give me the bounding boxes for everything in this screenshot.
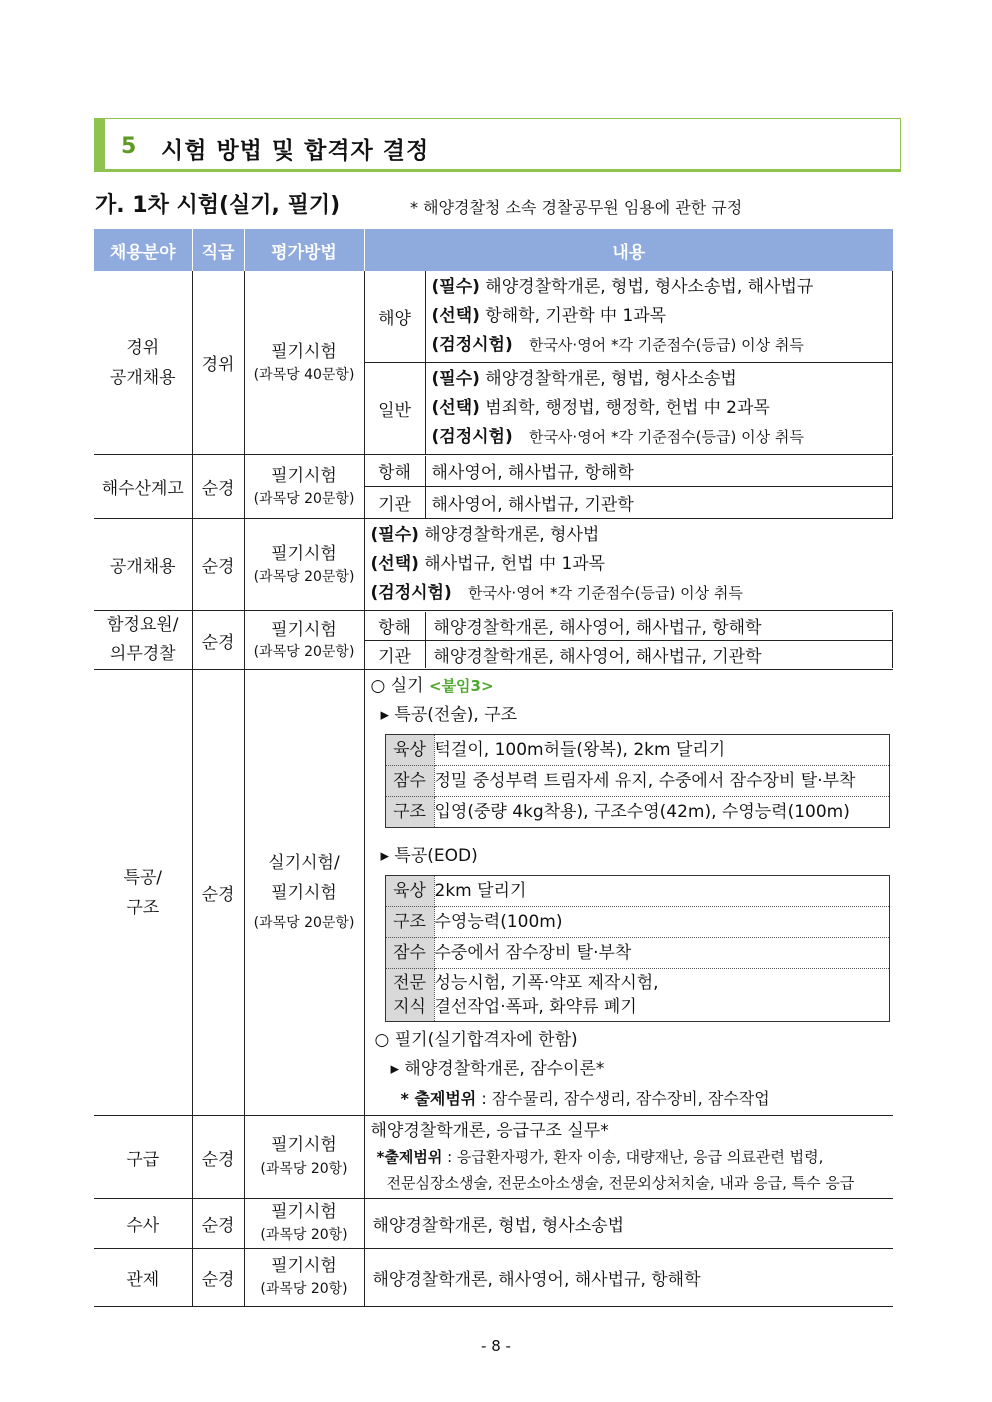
regulation-note: * 해양경찰청 소속 경찰공무원 임용에 관한 규정 [410,198,743,217]
sub-content: 해사영어, 해사법규, 기관학 [425,487,893,518]
sub-row [365,612,893,640]
rank-cell: 순경 [192,519,244,611]
content-text: 항해학, 기관학 中 1과목 [485,306,667,326]
box-key: 잠수 [385,938,434,969]
content-cell [364,519,893,611]
method-text: 필기시험 [271,882,337,903]
sub-label: 항해 [365,456,426,487]
field-cell: 해수산계고 [94,455,192,519]
sub-label: 해양 [365,271,426,363]
method-sub: (과목당 20문항) [253,914,355,931]
table-row [94,611,893,670]
sub-content [425,271,893,363]
content-cell [364,670,893,1116]
method-cell [244,1199,364,1249]
rank-cell: 순경 [192,455,244,519]
method-cell [244,271,364,455]
box-row [385,969,889,1022]
content-text: 해양경찰학개론, 응급구조 실무* [370,1121,609,1141]
header-content: 내용 [364,229,893,271]
content-cell [364,611,893,670]
required-label: (필수) [370,525,419,545]
table-header-row [94,229,893,271]
field-cell: 수사 [94,1199,192,1249]
sub-label: 항해 [365,612,426,640]
table-row [94,1116,893,1199]
content-cell: 해양경찰학개론, 해사영어, 해사법규, 항해학 [364,1249,893,1307]
sub-content: 해양경찰학개론, 해사영어, 해사법규, 항해학 [425,612,893,640]
page-number: - 8 - [481,1337,511,1355]
box-value: 수영능력(100m) [434,907,889,938]
method-text: 필기시험 [271,619,337,640]
section-accent-bar [95,119,105,169]
field-text: 함정요원/ [107,615,179,635]
field-text: 특공/ [123,867,163,888]
qualification-label: (검정시험) [431,427,513,447]
field-cell: 공개채용 [94,519,192,611]
rank-cell: 순경 [192,611,244,670]
box-value: 턱걸이, 100m허들(왕복), 2km 달리기 [434,735,889,766]
method-cell [244,611,364,670]
qualification-label: (검정시험) [431,335,513,355]
method-text: 필기시험 [271,1135,337,1155]
sub-row [365,456,893,487]
method-sub: (과목당 20문항) [253,644,355,661]
practical-box-2 [385,875,890,1022]
box-value: 2km 달리기 [434,876,889,907]
group-heading: ▸ 특공(전술), 구조 [380,705,518,725]
box-key: 전문 지식 [385,969,434,1022]
qualification-label: (검정시험) [370,583,452,603]
section-number: 5 [121,134,137,159]
table-row [94,1249,893,1307]
rank-cell: 순경 [192,1249,244,1307]
content-cell [364,271,893,455]
practical-box-1 [385,734,890,828]
sub-content: 해사영어, 해사법규, 항해학 [425,456,893,487]
sub-row [365,487,893,518]
scope-text: : 잠수물리, 잠수생리, 잠수장비, 잠수작업 [481,1089,770,1108]
scope-text: : 응급환자평가, 환자 이송, 대량재난, 응급 의료관련 법령, [447,1148,824,1166]
written-subjects: ▸ 해양경찰학개론, 잠수이론* [390,1059,605,1079]
rank-cell: 경위 [192,271,244,455]
sub-row [365,271,893,363]
section-header [94,118,901,172]
header-field: 채용분야 [94,229,192,271]
content-text: 한국사·영어 *각 기준점수(등급) 이상 취득 [528,336,804,354]
method-cell [244,455,364,519]
method-text: 필기시험 [271,342,337,363]
field-text: 구조 [126,897,160,918]
sub-label: 일반 [365,363,426,455]
box-key: 잠수 [385,766,434,797]
sub-content: 해양경찰학개론, 해사영어, 해사법규, 기관학 [425,640,893,668]
method-cell [244,1116,364,1199]
written-label: ○ 필기(실기합격자에 한함) [374,1030,578,1050]
practical-label: ○ 실기 [370,676,424,696]
box-value: 입영(중량 4kg착용), 구조수영(42m), 수영능력(100m) [434,797,889,828]
content-cell [364,1116,893,1199]
box-key: 육상 [385,735,434,766]
box-value: 수중에서 잠수장비 탈·부착 [434,938,889,969]
box-row [385,938,889,969]
box-value: 성능시험, 기폭·약포 제작시험, 결선작업·폭파, 화약류 폐기 [434,969,889,1022]
scope-text: 전문심장소생술, 전문소아소생술, 전문외상처치술, 내과 응급, 특수 응급 [386,1174,855,1192]
content-text: 한국사·영어 *각 기준점수(등급) 이상 취득 [528,428,804,446]
method-text: 필기시험 [271,544,337,565]
required-label: (필수) [431,277,480,297]
method-sub: (과목당 20항) [260,1161,348,1177]
field-text: 공개채용 [109,367,176,388]
table-row [94,455,893,519]
header-rank: 직급 [192,229,244,271]
method-cell [244,519,364,611]
table-row [94,1199,893,1249]
sub-row [365,363,893,455]
content-text: 범죄학, 행정법, 행정학, 헌법 中 2과목 [485,398,770,418]
box-row [385,766,889,797]
method-sub: (과목당 20문항) [253,568,355,585]
field-text: 경위 [126,337,160,358]
elective-label: (선택) [431,306,480,326]
method-text: 필기시험 [271,1201,337,1222]
method-sub: (과목당 20문항) [253,490,355,507]
box-row [385,735,889,766]
rank-cell: 순경 [192,670,244,1116]
rank-cell: 순경 [192,1199,244,1249]
sub-content [425,363,893,455]
subheading: 가. 1차 시험(실기, 필기) [95,193,341,218]
method-text: 필기시험 [271,466,337,487]
group-heading: ▸ 특공(EOD) [380,846,478,866]
method-text: 실기시험/ [268,852,340,873]
sub-label: 기관 [365,640,426,668]
header-method: 평가방법 [244,229,364,271]
field-cell [94,670,192,1116]
content-cell: 해양경찰학개론, 형법, 형사소송법 [364,1199,893,1249]
box-row [385,907,889,938]
box-key: 구조 [385,907,434,938]
scope-label: * 출제범위 [400,1089,477,1108]
method-sub: (과목당 40문항) [253,366,355,383]
field-cell: 구급 [94,1116,192,1199]
method-cell [244,670,364,1116]
field-cell [94,611,192,670]
box-row [385,797,889,828]
box-value: 정밀 중성부력 트림자세 유지, 수중에서 잠수장비 탈·부착 [434,766,889,797]
method-cell [244,1249,364,1307]
method-sub: (과목당 20항) [260,1280,348,1297]
content-text: 해양경찰학개론, 형법, 형사소송법, 해사법규 [485,277,814,297]
required-label: (필수) [431,369,480,389]
box-key: 육상 [385,876,434,907]
rank-cell: 순경 [192,1116,244,1199]
content-text: 한국사·영어 *각 기준점수(등급) 이상 취득 [467,584,743,602]
table-row [94,519,893,611]
method-text: 필기시험 [271,1255,337,1276]
field-text: 의무경찰 [109,644,176,664]
sub-label: 기관 [365,487,426,518]
field-cell: 관제 [94,1249,192,1307]
sub-row [365,640,893,668]
field-cell [94,271,192,455]
attachment-ref: <붙임3> [429,677,494,695]
method-sub: (과목당 20항) [260,1226,348,1243]
table-row [94,271,893,455]
content-text: 해사법규, 헌법 中 1과목 [424,554,606,574]
section-title: 시험 방법 및 합격자 결정 [161,138,430,164]
elective-label: (선택) [431,398,480,418]
table-row [94,670,893,1116]
content-text: 해양경찰학개론, 형사법 [424,525,600,545]
box-key: 구조 [385,797,434,828]
content-text: 해양경찰학개론, 형법, 형사소송법 [485,369,737,389]
scope-label: *출제범위 [376,1148,443,1166]
exam-table [94,229,893,1307]
content-cell [364,455,893,519]
elective-label: (선택) [370,554,419,574]
box-row [385,876,889,907]
